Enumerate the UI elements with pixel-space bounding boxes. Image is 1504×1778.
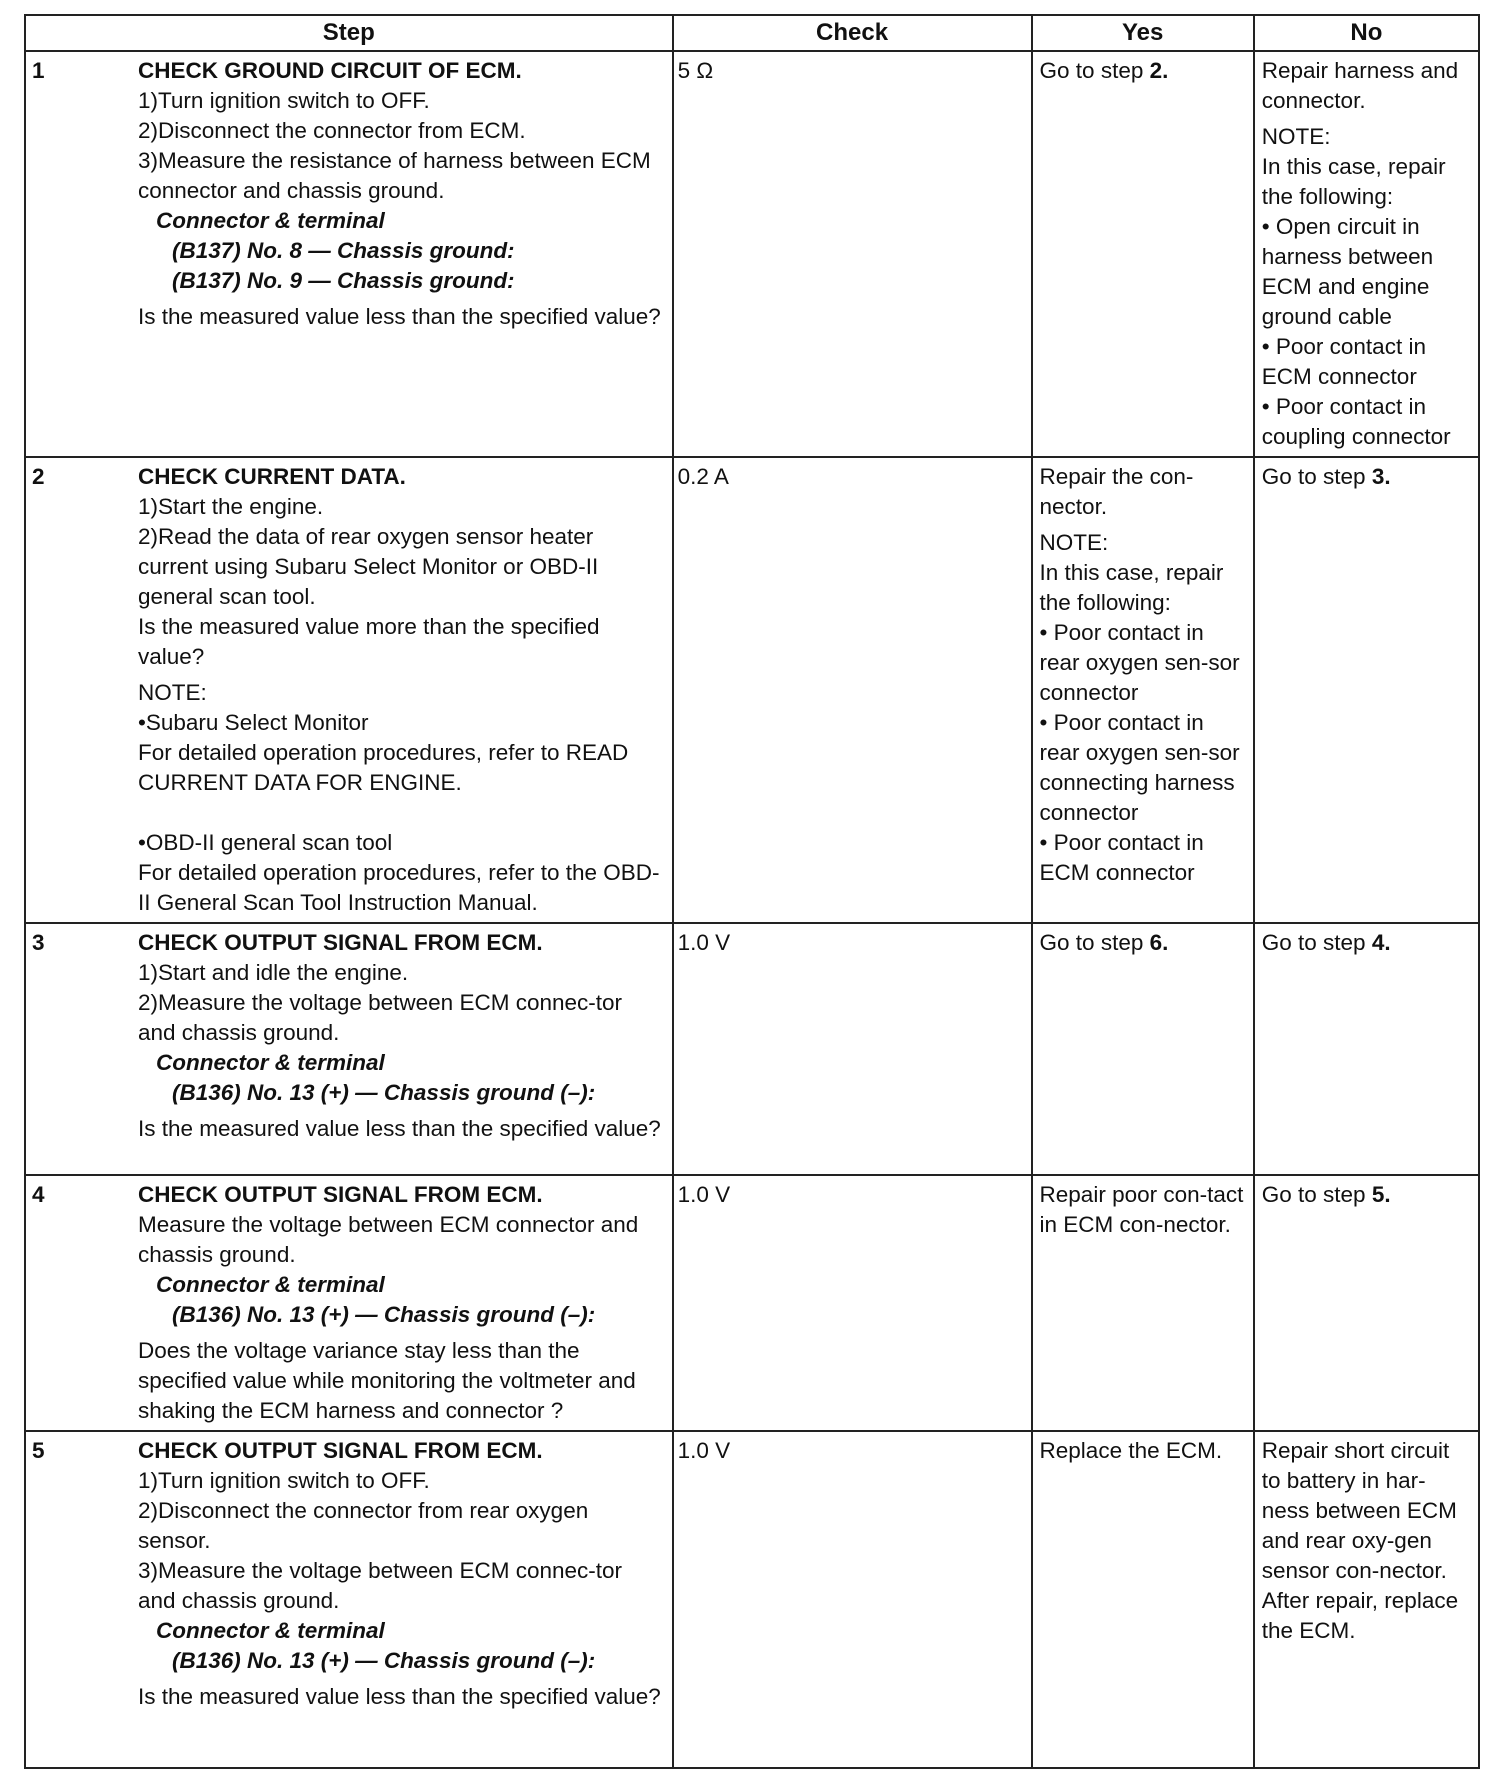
table-row-step-3 [25, 923, 1479, 1175]
connector-label: Connector & terminal [156, 1050, 385, 1075]
terminal-spec: (B136) No. 13 (+) — Chassis ground (–): [172, 1080, 596, 1105]
step-cell [25, 457, 673, 923]
note-bullet: • Open circuit in harness between ECM and engine ground cable [1261, 214, 1434, 329]
yes-text: Repair poor con-tact in ECM con-nector. [1039, 1182, 1244, 1237]
no-step-ref: 5. [1371, 1182, 1391, 1207]
check-value: 1.0 V [673, 923, 1032, 1175]
step-number: 5 [32, 1438, 45, 1463]
check-value: 1.0 V [673, 1175, 1032, 1431]
table-row-step-4 [25, 1175, 1479, 1431]
step-line: 1)Start the engine. [138, 494, 324, 519]
note-bullet: • Poor contact in rear oxygen sen-sor connecting harness connector [1039, 710, 1240, 825]
note-bullet: • Poor contact in ECM connector [1261, 334, 1426, 389]
connector-label: Connector & terminal [156, 208, 385, 233]
no-text: Go to step [1261, 464, 1372, 489]
step-question: Is the measured value less than the specified value? [138, 1116, 661, 1141]
note-intro: In this case, repair the following: [1261, 154, 1446, 209]
yes-cell [1032, 51, 1254, 457]
step-title: CHECK OUTPUT SIGNAL FROM ECM. [138, 930, 543, 955]
table-row-step-1 [25, 51, 1479, 457]
no-cell [1254, 51, 1479, 457]
procedure-table [24, 14, 1480, 1769]
yes-cell [1032, 1431, 1254, 1768]
step-cell [25, 923, 673, 1175]
no-step-ref: 4. [1371, 930, 1391, 955]
yes-cell [1032, 1175, 1254, 1431]
connector-label: Connector & terminal [156, 1272, 385, 1297]
terminal-spec: (B136) No. 13 (+) — Chassis ground (–): [172, 1302, 596, 1327]
note-item-title: •Subaru Select Monitor [138, 710, 369, 735]
note-label: NOTE: [138, 680, 207, 705]
no-text: Repair harness and connector. [1261, 58, 1459, 113]
step-title: CHECK OUTPUT SIGNAL FROM ECM. [138, 1182, 543, 1207]
step-line: 1)Start and idle the engine. [138, 960, 409, 985]
step-procedure [136, 924, 672, 1148]
note-bullet: • Poor contact in ECM connector [1039, 830, 1204, 885]
table-row-step-5 [25, 1431, 1479, 1768]
step-number: 1 [32, 58, 45, 83]
table-row-step-2 [25, 457, 1479, 923]
step-number: 3 [32, 930, 45, 955]
yes-text: Repair the con-nector. [1039, 464, 1194, 519]
terminal-spec: (B137) No. 9 — Chassis ground: [172, 268, 515, 293]
step-procedure [136, 458, 672, 922]
step-procedure [136, 1432, 672, 1716]
diagnostic-procedure-table [24, 14, 1480, 1769]
yes-cell [1032, 923, 1254, 1175]
connector-label: Connector & terminal [156, 1618, 385, 1643]
table-header-row [25, 15, 1479, 51]
header-yes: Yes [1032, 15, 1254, 51]
yes-step-ref: 2. [1149, 58, 1169, 83]
no-text: Go to step [1261, 1182, 1372, 1207]
yes-text: Replace the ECM. [1039, 1438, 1223, 1463]
step-title: CHECK GROUND CIRCUIT OF ECM. [138, 58, 522, 83]
note-bullet: • Poor contact in coupling connector [1261, 394, 1451, 449]
step-procedure [136, 52, 672, 336]
step-question: Is the measured value less than the specified value? [138, 1684, 661, 1709]
no-cell [1254, 1431, 1479, 1768]
step-title: CHECK CURRENT DATA. [138, 464, 406, 489]
step-line: 2)Disconnect the connector from ECM. [138, 118, 526, 143]
step-question: Is the measured value more than the specified value? [138, 614, 600, 669]
no-cell [1254, 923, 1479, 1175]
note-item-title: •OBD-II general scan tool [138, 830, 393, 855]
step-line: 2)Read the data of rear oxygen sensor heater current using Subaru Select Monitor or OBD-II general scan tool. [138, 524, 599, 609]
step-cell [25, 1431, 673, 1768]
step-line: 3)Measure the resistance of harness between ECM connector and chassis ground. [138, 148, 651, 203]
step-title: CHECK OUTPUT SIGNAL FROM ECM. [138, 1438, 543, 1463]
note-item-text: For detailed operation procedures, refer to the OBD-II General Scan Tool Instruction Manual. [138, 860, 660, 915]
step-procedure [136, 1176, 672, 1430]
check-value: 1.0 V [673, 1431, 1032, 1768]
header-check: Check [673, 15, 1032, 51]
yes-step-ref: 6. [1149, 930, 1169, 955]
terminal-spec: (B136) No. 13 (+) — Chassis ground (–): [172, 1648, 596, 1673]
step-line: 1)Turn ignition switch to OFF. [138, 88, 430, 113]
note-bullet: • Poor contact in rear oxygen sen-sor connector [1039, 620, 1240, 705]
note-intro: In this case, repair the following: [1039, 560, 1224, 615]
note-label: NOTE: [1039, 530, 1109, 555]
check-value: 0.2 A [673, 457, 1032, 923]
terminal-spec: (B137) No. 8 — Chassis ground: [172, 238, 515, 263]
no-cell [1254, 457, 1479, 923]
step-question: Does the voltage variance stay less than the specified value while monitoring the voltmeter and shaking the ECM harness and connector ? [138, 1338, 636, 1423]
no-text: Go to step [1261, 930, 1372, 955]
header-no: No [1254, 15, 1479, 51]
step-cell [25, 51, 673, 457]
step-number: 4 [32, 1182, 45, 1207]
step-line: 3)Measure the voltage between ECM connec-tor and chassis ground. [138, 1558, 623, 1613]
check-value: 5 Ω [673, 51, 1032, 457]
step-question: Is the measured value less than the specified value? [138, 304, 661, 329]
step-cell [25, 1175, 673, 1431]
header-step: Step [25, 15, 673, 51]
yes-text: Go to step [1039, 58, 1150, 83]
no-text: Repair short circuit to battery in har-ness between ECM and rear oxy-gen sensor con-nector. After repair, replace the ECM. [1261, 1438, 1459, 1643]
yes-cell [1032, 457, 1254, 923]
no-step-ref: 3. [1371, 464, 1391, 489]
step-line: 1)Turn ignition switch to OFF. [138, 1468, 430, 1493]
yes-text: Go to step [1039, 930, 1150, 955]
note-item-text: For detailed operation procedures, refer to READ CURRENT DATA FOR ENGINE. [138, 740, 629, 795]
step-number: 2 [32, 464, 45, 489]
step-line: 2)Disconnect the connector from rear oxygen sensor. [138, 1498, 589, 1553]
note-label: NOTE: [1261, 124, 1331, 149]
step-line: Measure the voltage between ECM connector and chassis ground. [138, 1212, 639, 1267]
no-cell [1254, 1175, 1479, 1431]
step-line: 2)Measure the voltage between ECM connec-tor and chassis ground. [138, 990, 623, 1045]
